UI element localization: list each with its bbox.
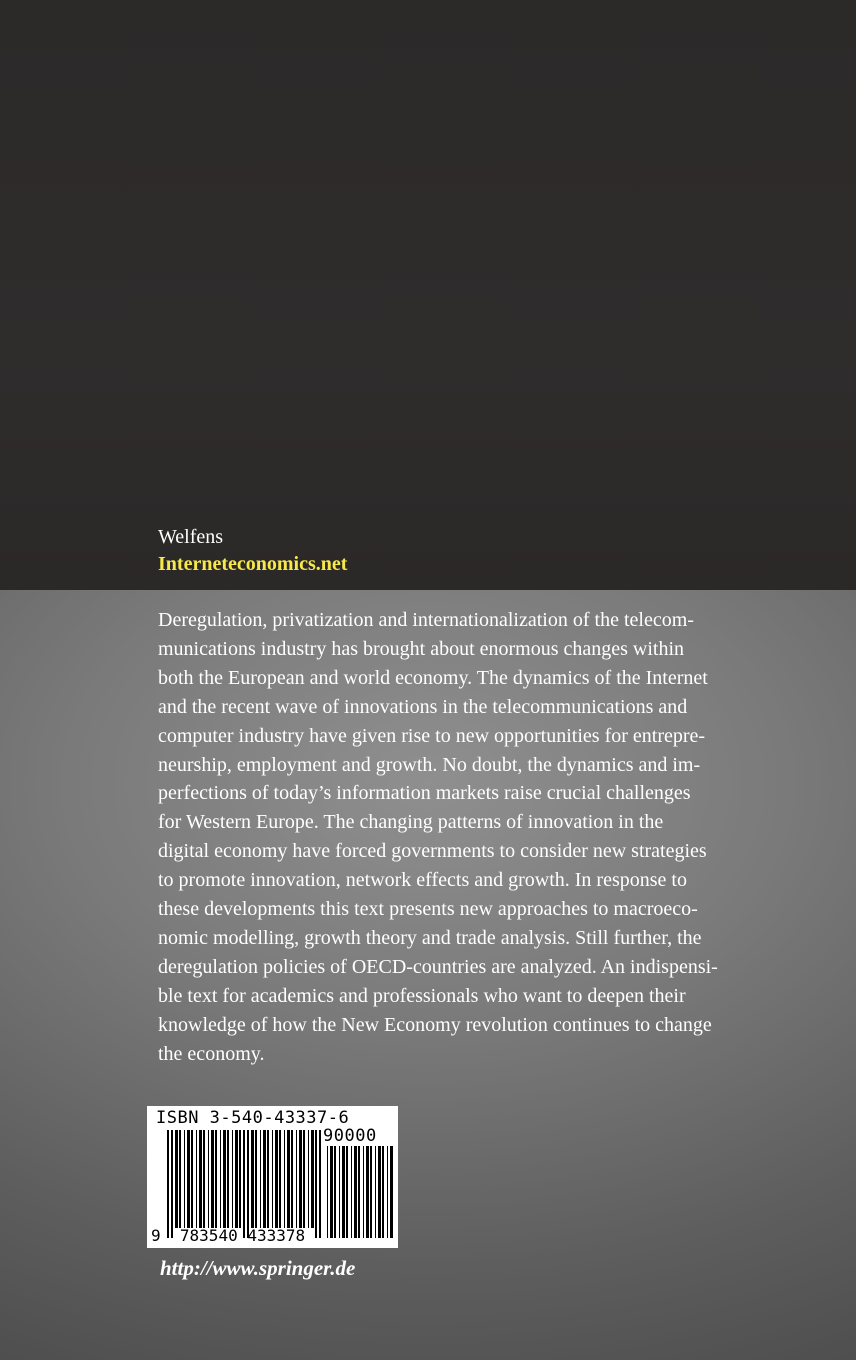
blurb-line: nomic modelling, growth theory and trade analysis. Still further, the: [158, 926, 702, 949]
barcode-guard-bar: [319, 1130, 321, 1238]
barcode-bar: [303, 1130, 305, 1228]
barcode-bar: [378, 1146, 381, 1238]
barcode-bar: [358, 1146, 360, 1238]
barcode-bar: [208, 1130, 209, 1228]
barcode-bar: [275, 1130, 278, 1228]
barcode-bar: [342, 1146, 345, 1238]
ean-right-digits: 433378: [247, 1226, 306, 1245]
isbn-label: ISBN 3-540-43337-6: [156, 1108, 350, 1128]
barcode-bar: [227, 1130, 229, 1228]
blurb-line: digital economy have forced governments to consider new strategies: [158, 840, 707, 863]
barcode-bar: [382, 1146, 384, 1238]
publisher-url: http://www.springer.de: [160, 1256, 356, 1280]
barcode-guard-bar: [243, 1130, 245, 1238]
ean-digits: [151, 1226, 305, 1246]
barcode-bar: [346, 1146, 348, 1238]
barcode-guard-bar: [315, 1130, 317, 1238]
barcode-bar: [187, 1130, 190, 1228]
barcode-bar: [203, 1130, 205, 1228]
barcode-bar: [339, 1146, 340, 1238]
barcode-bar: [263, 1130, 266, 1228]
blurb-line: munications industry has brought about enormous changes within: [158, 637, 685, 660]
blurb-line: ble text for academics and professionals who want to deepen their: [158, 984, 686, 1007]
blurb-line: the economy.: [158, 1042, 265, 1065]
blurb-line: and the recent wave of innovations in the telecommunications and: [158, 695, 688, 718]
barcode-bar: [232, 1130, 233, 1228]
barcode-bar: [272, 1130, 273, 1228]
blurb-line: computer industry have given rise to new opportunities for entrepre-: [158, 724, 706, 747]
barcode-bar: [215, 1130, 217, 1228]
blurb-text: [158, 606, 798, 1069]
barcode-bar: [279, 1130, 281, 1228]
barcode-bar: [191, 1130, 193, 1228]
ean-left-digits: 783540: [179, 1226, 238, 1245]
blurb-line: both the European and world economy. The dynamics of the Internet: [158, 666, 708, 689]
barcode-bar: [370, 1146, 372, 1238]
blurb-line: these developments this text presents new approaches to macroeco-: [158, 898, 698, 921]
isbn-barcode: [147, 1106, 398, 1248]
barcode-bar: [196, 1130, 197, 1228]
barcode-bar: [260, 1130, 261, 1228]
barcode-bar: [220, 1130, 221, 1228]
barcode-bar: [334, 1146, 336, 1238]
barcode-bar: [199, 1130, 202, 1228]
ean-first-digit: 9: [151, 1226, 161, 1245]
blurb-line: neurship, employment and growth. No doubt, the dynamics and im-: [158, 753, 701, 776]
barcode-bar: [223, 1130, 226, 1228]
barcode-bar: [363, 1146, 364, 1238]
barcode-bar: [296, 1130, 297, 1228]
barcode-bar: [267, 1130, 269, 1228]
barcode-bar: [375, 1146, 376, 1238]
barcode-bar: [235, 1130, 238, 1228]
blurb-line: deregulation policies of OECD-countries are analyzed. An indispensi-: [158, 955, 718, 978]
blurb-line: for Western Europe. The changing patterns of innovation in the: [158, 811, 664, 834]
barcode-bar: [287, 1130, 290, 1228]
barcode-bar: [291, 1130, 293, 1228]
barcode-guard-bar: [171, 1130, 173, 1238]
barcode-bar: [175, 1130, 178, 1228]
barcode-bar: [251, 1130, 254, 1228]
blurb-line: to promote innovation, network effects and growth. In response to: [158, 869, 687, 892]
book-title: Interneteconomics.net: [158, 553, 348, 575]
barcode-guard-bar: [247, 1130, 249, 1238]
addon-digits: 90000: [323, 1126, 377, 1146]
top-panel: [0, 0, 856, 590]
blurb-line: Deregulation, privatization and internationalization of the telecom-: [158, 609, 694, 631]
blurb-line: knowledge of how the New Economy revolution continues to change: [158, 1013, 712, 1036]
barcode-bar: [299, 1130, 302, 1228]
barcode-bar: [255, 1130, 257, 1228]
barcode-bar: [308, 1130, 309, 1228]
barcode-bar: [354, 1146, 357, 1238]
barcode-bar: [284, 1130, 285, 1228]
barcode-bar: [211, 1130, 214, 1228]
barcode-bar: [366, 1146, 369, 1238]
barcode-bar: [330, 1146, 333, 1238]
barcode-bar: [351, 1146, 352, 1238]
barcode-bar: [387, 1146, 388, 1238]
author-name: Welfens: [158, 526, 224, 548]
blurb-line: perfections of today’s information markets raise crucial challenges: [158, 782, 691, 805]
barcode-bar: [179, 1130, 181, 1228]
barcode-bar: [184, 1130, 185, 1228]
barcode-bar: [239, 1130, 241, 1228]
barcode-bar: [327, 1146, 328, 1238]
barcode-bar: [311, 1130, 314, 1228]
barcode-guard-bar: [167, 1130, 169, 1238]
barcode-bar: [390, 1146, 393, 1238]
